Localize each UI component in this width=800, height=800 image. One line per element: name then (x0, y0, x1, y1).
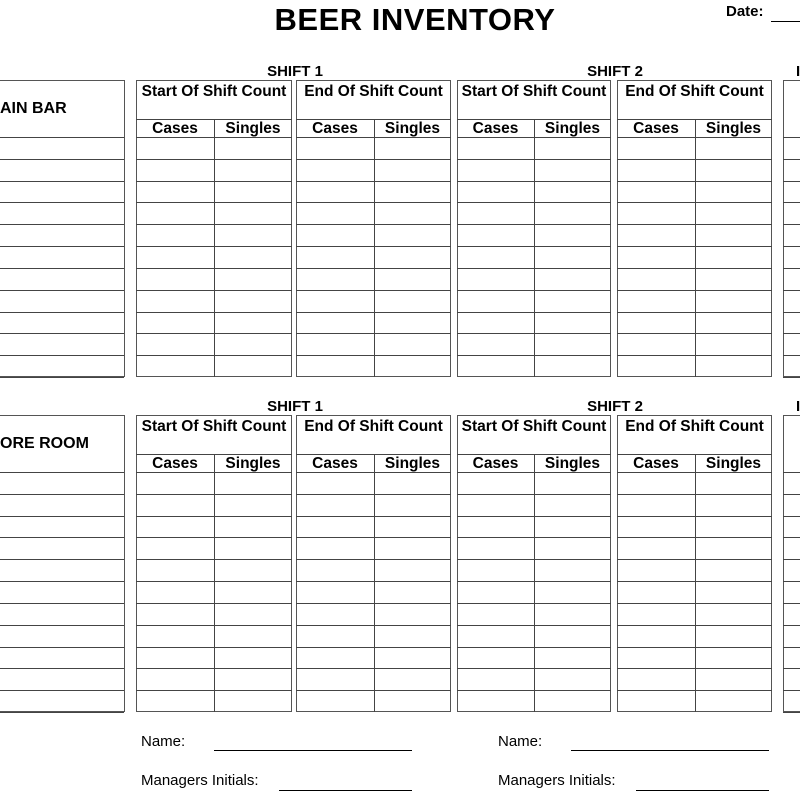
cases-cell[interactable] (137, 334, 213, 354)
cases-cell[interactable] (618, 160, 694, 180)
name-field[interactable] (571, 750, 769, 751)
cases-cell[interactable] (297, 203, 373, 223)
cases-cell[interactable] (458, 356, 533, 376)
singles-cell[interactable] (215, 604, 291, 624)
singles-cell[interactable] (375, 247, 450, 267)
cases-cell[interactable] (458, 203, 533, 223)
singles-header: Singles (705, 455, 762, 472)
cases-cell[interactable] (297, 538, 373, 558)
singles-cell[interactable] (375, 517, 450, 537)
singles-cell[interactable] (535, 473, 610, 493)
count-header: End Of Shift Count (304, 418, 443, 435)
table-row-line (783, 181, 800, 182)
cases-cell[interactable] (618, 182, 694, 202)
cases-cell[interactable] (137, 560, 213, 580)
cases-cell[interactable] (137, 160, 213, 180)
area-row-line (0, 355, 124, 356)
area-row-line (0, 537, 124, 538)
page-title: BEER INVENTORY (274, 2, 556, 37)
area-row-line (0, 202, 124, 203)
singles-cell[interactable] (535, 648, 610, 668)
singles-cell[interactable] (215, 691, 291, 711)
cases-cell[interactable] (618, 495, 694, 515)
singles-cell[interactable] (375, 582, 450, 602)
area-row-line (0, 625, 124, 626)
singles-cell[interactable] (375, 291, 450, 311)
singles-cell[interactable] (375, 269, 450, 289)
singles-cell[interactable] (215, 582, 291, 602)
cases-cell[interactable] (297, 691, 373, 711)
singles-cell[interactable] (535, 669, 610, 689)
cases-cell[interactable] (618, 269, 694, 289)
singles-cell[interactable] (696, 138, 771, 158)
singles-cell[interactable] (375, 626, 450, 646)
singles-cell[interactable] (375, 138, 450, 158)
cases-cell[interactable] (458, 517, 533, 537)
singles-cell[interactable] (535, 203, 610, 223)
area-row-line (0, 712, 124, 713)
cases-cell[interactable] (618, 247, 694, 267)
cases-cell[interactable] (618, 138, 694, 158)
singles-cell[interactable] (696, 182, 771, 202)
cases-cell[interactable] (458, 669, 533, 689)
area-row-line (0, 312, 124, 313)
cases-cell[interactable] (297, 247, 373, 267)
singles-cell[interactable] (215, 269, 291, 289)
singles-cell[interactable] (375, 669, 450, 689)
singles-cell[interactable] (696, 669, 771, 689)
initials-label: Managers Initials: (141, 772, 259, 789)
table-row-line (783, 290, 800, 291)
table-row-line (783, 581, 800, 582)
cases-cell[interactable] (458, 269, 533, 289)
cases-header: Cases (312, 120, 358, 137)
cases-cell[interactable] (137, 604, 213, 624)
singles-cell[interactable] (535, 160, 610, 180)
cases-cell[interactable] (618, 669, 694, 689)
singles-cell[interactable] (535, 225, 610, 245)
cases-cell[interactable] (458, 334, 533, 354)
cases-cell[interactable] (137, 626, 213, 646)
singles-cell[interactable] (696, 291, 771, 311)
table-row-line (783, 625, 800, 626)
singles-cell[interactable] (696, 334, 771, 354)
singles-cell[interactable] (215, 517, 291, 537)
singles-cell[interactable] (215, 182, 291, 202)
cases-cell[interactable] (297, 182, 373, 202)
cases-cell[interactable] (137, 182, 213, 202)
singles-cell[interactable] (215, 247, 291, 267)
cases-cell[interactable] (137, 313, 213, 333)
count-header: End Of Shift Count (625, 83, 764, 100)
singles-cell[interactable] (215, 669, 291, 689)
area-row-line (0, 647, 124, 648)
singles-cell[interactable] (696, 160, 771, 180)
table-row-line (783, 159, 800, 160)
singles-cell[interactable] (215, 160, 291, 180)
cases-cell[interactable] (458, 160, 533, 180)
table-row-line (783, 494, 800, 495)
table-row-line (783, 355, 800, 356)
date-field[interactable] (771, 21, 800, 22)
cases-cell[interactable] (137, 517, 213, 537)
cases-cell[interactable] (137, 138, 213, 158)
shift-label: SHIFT 2 (587, 63, 643, 80)
area-row-line (0, 159, 124, 160)
initials-label: Managers Initials: (498, 772, 616, 789)
cases-cell[interactable] (458, 247, 533, 267)
singles-cell[interactable] (696, 648, 771, 668)
cases-cell[interactable] (618, 291, 694, 311)
cases-cell[interactable] (297, 626, 373, 646)
area-row-line (0, 494, 124, 495)
singles-cell[interactable] (375, 160, 450, 180)
area-row-line (0, 603, 124, 604)
cases-cell[interactable] (458, 313, 533, 333)
cases-cell[interactable] (297, 160, 373, 180)
cases-cell[interactable] (458, 473, 533, 493)
area-row-line (0, 333, 124, 334)
shift-label: SHIFT 1 (267, 398, 323, 415)
singles-cell[interactable] (535, 334, 610, 354)
cases-cell[interactable] (137, 203, 213, 223)
table-row-line (783, 312, 800, 313)
singles-cell[interactable] (696, 604, 771, 624)
singles-cell[interactable] (215, 538, 291, 558)
table-row-line (783, 712, 800, 713)
initials-field[interactable] (636, 790, 769, 791)
singles-cell[interactable] (535, 582, 610, 602)
cases-cell[interactable] (458, 495, 533, 515)
singles-cell[interactable] (215, 356, 291, 376)
count-header: End Of Shift Count (304, 83, 443, 100)
singles-cell[interactable] (535, 560, 610, 580)
cases-cell[interactable] (137, 247, 213, 267)
singles-cell[interactable] (215, 225, 291, 245)
cases-cell[interactable] (297, 356, 373, 376)
singles-cell[interactable] (696, 203, 771, 223)
cases-cell[interactable] (137, 473, 213, 493)
cases-cell[interactable] (297, 225, 373, 245)
singles-cell[interactable] (375, 538, 450, 558)
cases-cell[interactable] (458, 691, 533, 711)
cases-cell[interactable] (618, 691, 694, 711)
count-header: Start Of Shift Count (141, 83, 287, 100)
singles-cell[interactable] (375, 225, 450, 245)
singles-cell[interactable] (375, 560, 450, 580)
area-row-line (0, 181, 124, 182)
cases-header: Cases (152, 455, 198, 472)
singles-cell[interactable] (375, 473, 450, 493)
table-row-line (783, 333, 800, 334)
singles-cell[interactable] (696, 538, 771, 558)
singles-cell[interactable] (696, 225, 771, 245)
singles-cell[interactable] (375, 313, 450, 333)
table-row-line (783, 377, 800, 378)
singles-cell[interactable] (535, 356, 610, 376)
singles-cell[interactable] (375, 203, 450, 223)
singles-cell[interactable] (696, 313, 771, 333)
singles-cell[interactable] (215, 203, 291, 223)
count-header: Start Of Shift Count (461, 418, 607, 435)
cases-cell[interactable] (297, 648, 373, 668)
singles-cell[interactable] (535, 517, 610, 537)
table-row-line (783, 603, 800, 604)
cases-cell[interactable] (458, 626, 533, 646)
singles-cell[interactable] (696, 560, 771, 580)
singles-cell[interactable] (375, 495, 450, 515)
cases-cell[interactable] (297, 313, 373, 333)
singles-cell[interactable] (696, 626, 771, 646)
cases-cell[interactable] (458, 560, 533, 580)
table-row-line (783, 246, 800, 247)
table-row-line (783, 202, 800, 203)
cases-cell[interactable] (297, 334, 373, 354)
singles-cell[interactable] (696, 269, 771, 289)
cases-cell[interactable] (458, 182, 533, 202)
singles-header: Singles (225, 120, 281, 137)
cases-cell[interactable] (618, 225, 694, 245)
cases-cell[interactable] (137, 269, 213, 289)
singles-cell[interactable] (696, 582, 771, 602)
count-header: End Of Shift Count (625, 418, 764, 435)
singles-cell[interactable] (215, 560, 291, 580)
area-label: AIN BAR (0, 100, 67, 117)
cases-cell[interactable] (297, 604, 373, 624)
initials-field[interactable] (279, 790, 412, 791)
singles-cell[interactable] (215, 291, 291, 311)
cases-cell[interactable] (618, 582, 694, 602)
cases-cell[interactable] (297, 291, 373, 311)
table-row-line (783, 668, 800, 669)
cases-cell[interactable] (297, 582, 373, 602)
name-label: Name: (141, 733, 186, 750)
area-row-line (0, 290, 124, 291)
count-header: Start Of Shift Count (141, 418, 287, 435)
count-header: Start Of Shift Count (461, 83, 607, 100)
area-row-line (0, 268, 124, 269)
cases-cell[interactable] (297, 495, 373, 515)
cases-header: Cases (472, 120, 519, 137)
singles-cell[interactable] (535, 604, 610, 624)
cases-cell[interactable] (137, 582, 213, 602)
area-row-line (0, 516, 124, 517)
area-row-line (0, 224, 124, 225)
cases-cell[interactable] (458, 604, 533, 624)
cases-cell[interactable] (297, 269, 373, 289)
table-row-line (783, 559, 800, 560)
area-row-line (0, 559, 124, 560)
table-row-line (783, 268, 800, 269)
table-row-line (783, 516, 800, 517)
cases-cell[interactable] (137, 495, 213, 515)
shift-label: I (796, 398, 800, 415)
singles-header: Singles (384, 120, 441, 137)
singles-header: Singles (225, 455, 281, 472)
area-row-line (0, 246, 124, 247)
table-row-line (783, 472, 800, 473)
cases-cell[interactable] (458, 582, 533, 602)
cases-cell[interactable] (137, 538, 213, 558)
singles-cell[interactable] (535, 138, 610, 158)
cases-cell[interactable] (297, 560, 373, 580)
table-row-line (783, 137, 800, 138)
singles-cell[interactable] (375, 182, 450, 202)
singles-cell[interactable] (375, 334, 450, 354)
singles-cell[interactable] (375, 356, 450, 376)
cases-cell[interactable] (137, 225, 213, 245)
singles-cell[interactable] (696, 356, 771, 376)
cases-header: Cases (472, 455, 519, 472)
cases-cell[interactable] (458, 648, 533, 668)
singles-cell[interactable] (215, 648, 291, 668)
cases-cell[interactable] (458, 225, 533, 245)
area-row-line (0, 472, 124, 473)
cases-cell[interactable] (618, 538, 694, 558)
table-row-line (783, 537, 800, 538)
singles-cell[interactable] (535, 691, 610, 711)
area-row-line (0, 137, 124, 138)
singles-cell[interactable] (375, 648, 450, 668)
area-row-line (0, 690, 124, 691)
singles-cell[interactable] (215, 495, 291, 515)
singles-header: Singles (544, 120, 601, 137)
cases-cell[interactable] (618, 203, 694, 223)
cases-cell[interactable] (137, 648, 213, 668)
cases-header: Cases (633, 455, 679, 472)
shift-label: I (796, 63, 800, 80)
singles-cell[interactable] (215, 626, 291, 646)
cases-cell[interactable] (618, 356, 694, 376)
singles-cell[interactable] (535, 291, 610, 311)
singles-cell[interactable] (535, 182, 610, 202)
cases-cell[interactable] (618, 313, 694, 333)
cases-cell[interactable] (137, 356, 213, 376)
name-field[interactable] (214, 750, 412, 751)
singles-cell[interactable] (696, 495, 771, 515)
singles-cell[interactable] (696, 473, 771, 493)
area-row-line (0, 581, 124, 582)
singles-cell[interactable] (215, 138, 291, 158)
date-label: Date: (726, 3, 764, 20)
cases-header: Cases (312, 455, 358, 472)
singles-cell[interactable] (375, 691, 450, 711)
cases-cell[interactable] (137, 691, 213, 711)
singles-cell[interactable] (696, 691, 771, 711)
singles-cell[interactable] (535, 247, 610, 267)
cases-cell[interactable] (458, 538, 533, 558)
area-row-line (0, 377, 124, 378)
cases-header: Cases (633, 120, 679, 137)
singles-cell[interactable] (375, 604, 450, 624)
shift-label: SHIFT 2 (587, 398, 643, 415)
singles-cell[interactable] (535, 495, 610, 515)
cases-cell[interactable] (458, 291, 533, 311)
singles-header: Singles (384, 455, 441, 472)
singles-cell[interactable] (535, 313, 610, 333)
shift-label: SHIFT 1 (267, 63, 323, 80)
table-row-line (783, 690, 800, 691)
singles-cell[interactable] (535, 538, 610, 558)
singles-cell[interactable] (215, 334, 291, 354)
cases-cell[interactable] (297, 669, 373, 689)
singles-header: Singles (705, 120, 762, 137)
singles-cell[interactable] (215, 313, 291, 333)
cases-cell[interactable] (618, 648, 694, 668)
cases-cell[interactable] (618, 560, 694, 580)
singles-cell[interactable] (535, 626, 610, 646)
area-label: ORE ROOM (0, 435, 89, 452)
cases-cell[interactable] (297, 138, 373, 158)
cases-header: Cases (152, 120, 198, 137)
cases-cell[interactable] (618, 334, 694, 354)
cases-cell[interactable] (137, 669, 213, 689)
table-row-line (783, 647, 800, 648)
singles-cell[interactable] (696, 517, 771, 537)
singles-cell[interactable] (535, 269, 610, 289)
cases-cell[interactable] (458, 138, 533, 158)
singles-cell[interactable] (215, 473, 291, 493)
table-row-line (783, 224, 800, 225)
cases-cell[interactable] (137, 291, 213, 311)
singles-header: Singles (544, 455, 601, 472)
name-label: Name: (498, 733, 543, 750)
cases-cell[interactable] (618, 517, 694, 537)
cases-cell[interactable] (618, 604, 694, 624)
singles-cell[interactable] (696, 247, 771, 267)
cases-cell[interactable] (297, 473, 373, 493)
cases-cell[interactable] (618, 473, 694, 493)
cases-cell[interactable] (618, 626, 694, 646)
cases-cell[interactable] (297, 517, 373, 537)
area-row-line (0, 668, 124, 669)
